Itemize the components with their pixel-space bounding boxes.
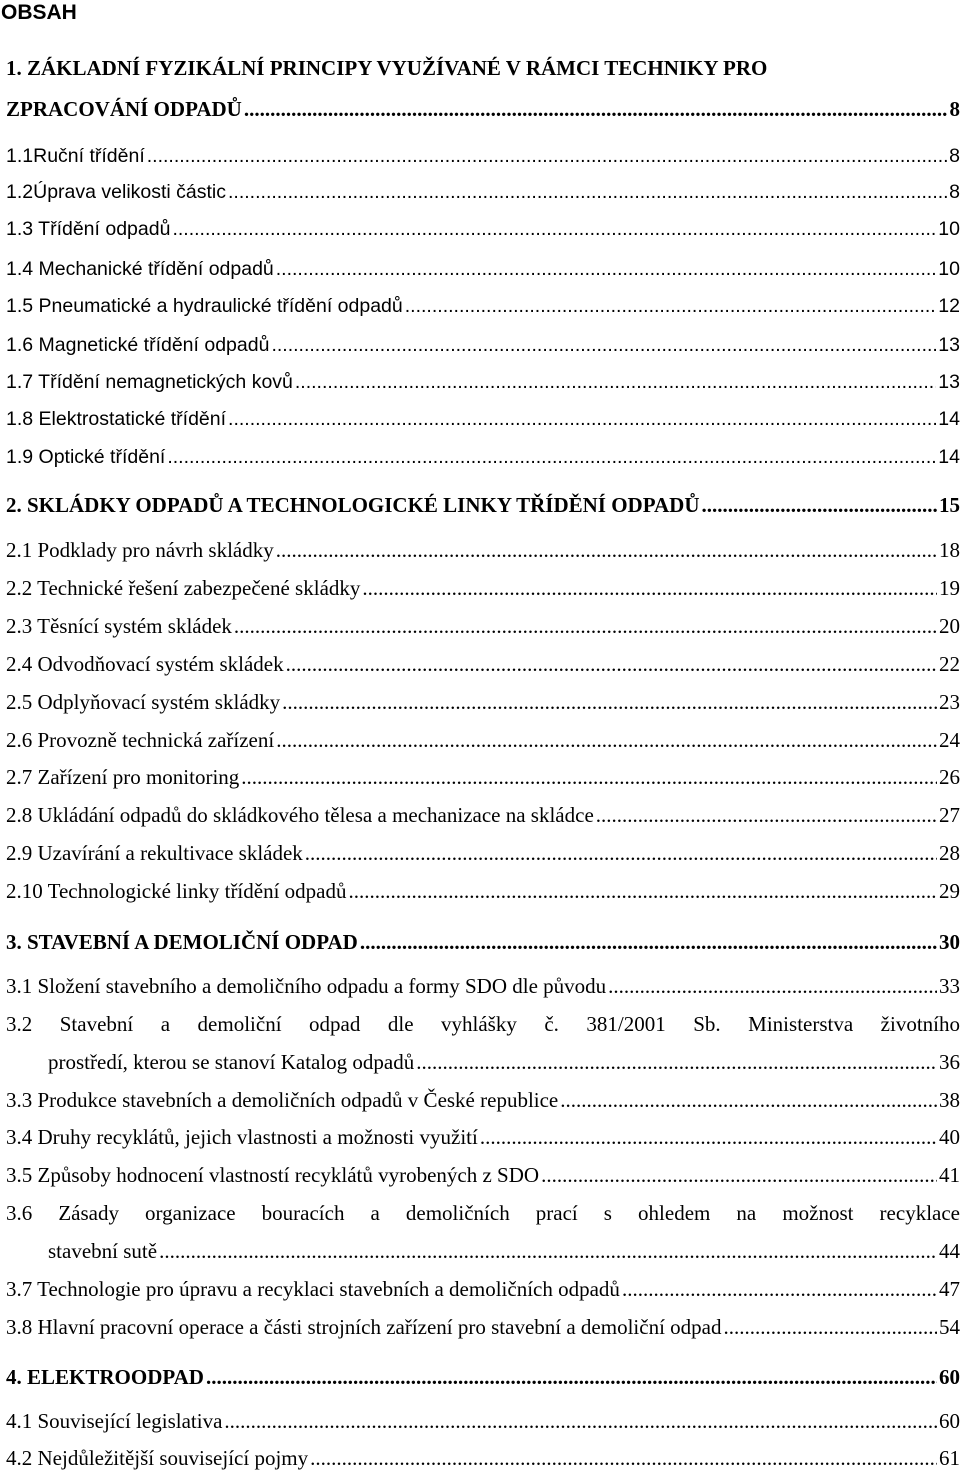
toc-entry-1-1[interactable] [6,143,960,169]
toc-page-number: 33 [939,974,960,998]
toc-entry-3-5[interactable] [6,1162,960,1188]
toc-entry-4-2[interactable] [6,1445,960,1471]
toc-page-number: 8 [949,145,960,167]
toc-entry-2-3[interactable] [6,613,960,639]
dot-leader [305,840,937,866]
toc-chapter-3[interactable] [6,929,960,955]
dot-leader [560,1087,937,1113]
dot-leader [310,1445,937,1471]
toc-page-number: 19 [939,576,960,600]
toc-page-number: 8 [949,97,960,121]
toc-entry-3-2-continuation[interactable] [48,1049,960,1075]
toc-page-number: 41 [939,1163,960,1187]
toc-page-number: 47 [939,1277,960,1301]
toc-entry-text: stavební sutě [48,1239,158,1263]
toc-entry-2-7[interactable] [6,764,960,790]
dot-leader [701,492,937,518]
toc-chapter-2[interactable] [6,492,960,518]
dot-leader [622,1276,937,1302]
toc-page-number: 54 [939,1315,960,1339]
dot-leader [159,1238,937,1264]
dot-leader [276,727,937,753]
toc-entry-2-4[interactable] [6,651,960,677]
toc-page-number: 14 [938,446,960,468]
toc-entry-text: 2.8 Ukládání odpadů do skládkového tělesa a mechanizace na skládce [6,803,594,827]
toc-page-number: 13 [938,371,960,393]
toc-entry-2-10[interactable] [6,878,960,904]
toc-entry-2-6[interactable] [6,727,960,753]
toc-page-number: 29 [939,879,960,903]
toc-entry-text: 3.3 Produkce stavebních a demoličních odpadů v České republice [6,1088,559,1112]
toc-entry-3-3[interactable] [6,1087,960,1113]
toc-entry-text: 4.1 Související legislativa [6,1409,223,1433]
dot-leader [286,651,937,677]
toc-page-number: 61 [939,1446,960,1470]
dot-leader [167,444,936,470]
dot-leader [360,929,937,955]
toc-entry-text: 1.3 Třídění odpadů [6,218,171,240]
toc-page-number: 26 [939,765,960,789]
toc-entry-2-9[interactable] [6,840,960,866]
toc-entry-text: 3.4 Druhy recyklátů, jejich vlastnosti a možnosti využití [6,1125,478,1149]
toc-entry-1-8[interactable] [6,406,960,432]
toc-entry-4-1[interactable] [6,1408,960,1434]
toc-page-number: 60 [939,1409,960,1433]
dot-leader [271,332,936,358]
toc-entry-text: 3.1 Složení stavebního a demoličního odpadu a formy SDO dle původu [6,974,607,998]
toc-entry-text: 2.10 Technologické linky třídění odpadů [6,879,347,903]
dot-leader [244,96,948,122]
toc-page-number: 10 [938,258,960,280]
toc-chapter-1[interactable] [6,96,960,122]
toc-entry-text: 2.1 Podklady pro návrh skládky [6,538,274,562]
toc-page-number: 30 [939,930,960,954]
toc-entry-text: 3.2 Stavební a demoliční odpad dle vyhlášky č. 381/2001 Sb. Ministerstva životního [6,1012,960,1036]
dot-leader [349,878,938,904]
toc-page-number: 15 [939,493,960,517]
toc-entry-text: 2.5 Odplyňovací systém skládky [6,690,281,714]
toc-entry-text: 3.8 Hlavní pracovní operace a části strojních zařízení pro stavební a demoliční odpad [6,1315,722,1339]
toc-entry-1-4[interactable] [6,256,960,282]
toc-entry-3-7[interactable] [6,1276,960,1302]
toc-entry-3-6[interactable] [6,1200,960,1226]
toc-entry-text: 1.1Ruční třídění [6,145,145,167]
toc-entry-3-1[interactable] [6,973,960,999]
toc-entry-text: ZPRACOVÁNÍ ODPADŮ [6,97,242,121]
toc-entry-text: 2.9 Uzavírání a rekultivace skládek [6,841,303,865]
toc-entry-text: 2.4 Odvodňovací systém skládek [6,652,284,676]
toc-page-number: 36 [939,1050,960,1074]
toc-entry-text: 3. STAVEBNÍ A DEMOLIČNÍ ODPAD [6,930,358,954]
toc-entry-text: 2.2 Technické řešení zabezpečené skládky [6,576,361,600]
dot-leader [241,764,937,790]
toc-entry-text: prostředí, kterou se stanoví Katalog odpadů [48,1050,415,1074]
dot-leader [172,216,936,242]
toc-entry-1-6[interactable] [6,332,960,358]
toc-entry-text: 1.2Úprava velikosti částic [6,181,227,203]
toc-page-number: 38 [939,1088,960,1112]
toc-page-number: 27 [939,803,960,827]
dot-leader [362,575,937,601]
toc-entry-text: 1.7 Třídění nemagnetických kovů [6,371,293,393]
toc-chapter-1-heading[interactable] [6,55,960,81]
toc-page-number: 14 [938,408,960,430]
toc-page-number: 60 [939,1365,960,1389]
toc-entry-text: 2.7 Zařízení pro monitoring [6,765,240,789]
dot-leader [480,1124,937,1150]
toc-entry-text: 1.5 Pneumatické a hydraulické třídění odpadů [6,295,403,317]
page-title: OBSAH [1,1,77,24]
toc-entry-1-7[interactable] [6,369,960,395]
toc-entry-text: 1.4 Mechanické třídění odpadů [6,258,274,280]
toc-entry-text: 2. SKLÁDKY ODPADŮ A TECHNOLOGICKÉ LINKY TŘÍDĚNÍ ODPADŮ [6,493,700,517]
toc-entry-text: 1. ZÁKLADNÍ FYZIKÁLNÍ PRINCIPY VYUŽÍVANÉ V RÁMCI TECHNIKY PRO [6,56,768,80]
toc-entry-3-6-continuation[interactable] [48,1238,960,1264]
dot-leader [224,1408,937,1434]
toc-page-number: 24 [939,728,960,752]
dot-leader [276,256,937,282]
toc-entry-1-5[interactable] [6,293,960,319]
toc-entry-1-2[interactable] [6,179,960,205]
toc-page-number: 13 [938,334,960,356]
dot-leader [234,613,937,639]
toc-entry-1-9[interactable] [6,444,960,470]
toc-page-number: 18 [939,538,960,562]
dot-leader [405,293,937,319]
toc-entry-3-8[interactable] [6,1314,960,1340]
toc-page-number: 10 [938,218,960,240]
toc-entry-2-1[interactable] [6,537,960,563]
toc-page-number: 8 [949,181,960,203]
toc-entry-2-8[interactable] [6,802,960,828]
toc-entry-1-3[interactable] [6,216,960,242]
dot-leader [228,406,936,432]
toc-entry-3-2[interactable] [6,1011,960,1037]
toc-entry-text: 1.6 Magnetické třídění odpadů [6,334,270,356]
toc-entry-text: 1.8 Elektrostatické třídění [6,408,227,430]
dot-leader [282,689,937,715]
dot-leader [147,143,947,169]
toc-entry-text: 3.6 Zásady organizace bouracích a demoličních prací s ohledem na možnost recyklace [6,1201,960,1225]
toc-entry-text: 3.5 Způsoby hodnocení vlastností recyklátů vyrobených z SDO [6,1163,540,1187]
dot-leader [541,1162,937,1188]
toc-page-number: 20 [939,614,960,638]
toc-page-number: 12 [938,295,960,317]
toc-entry-2-2[interactable] [6,575,960,601]
toc-page-number: 22 [939,652,960,676]
dot-leader [295,369,936,395]
toc-page-number: 28 [939,841,960,865]
toc-page-number: 23 [939,690,960,714]
toc-entry-text: 4.2 Nejdůležitější související pojmy [6,1446,309,1470]
toc-page-number: 40 [939,1125,960,1149]
dot-leader [228,179,947,205]
toc-entry-text: 3.7 Technologie pro úpravu a recyklaci stavebních a demoličních odpadů [6,1277,620,1301]
toc-entry-2-5[interactable] [6,689,960,715]
dot-leader [724,1314,938,1340]
dot-leader [596,802,937,828]
dot-leader [206,1364,937,1390]
toc-entry-3-4[interactable] [6,1124,960,1150]
toc-chapter-4[interactable] [6,1364,960,1390]
dot-leader [608,973,937,999]
toc-entry-text: 2.6 Provozně technická zařízení [6,728,275,752]
dot-leader [276,537,937,563]
dot-leader [416,1049,937,1075]
toc-entry-text: 4. ELEKTROODPAD [6,1365,204,1389]
toc-entry-text: 1.9 Optické třídění [6,446,166,468]
toc-page-number: 44 [939,1239,960,1263]
toc-entry-text: 2.3 Těsnící systém skládek [6,614,232,638]
